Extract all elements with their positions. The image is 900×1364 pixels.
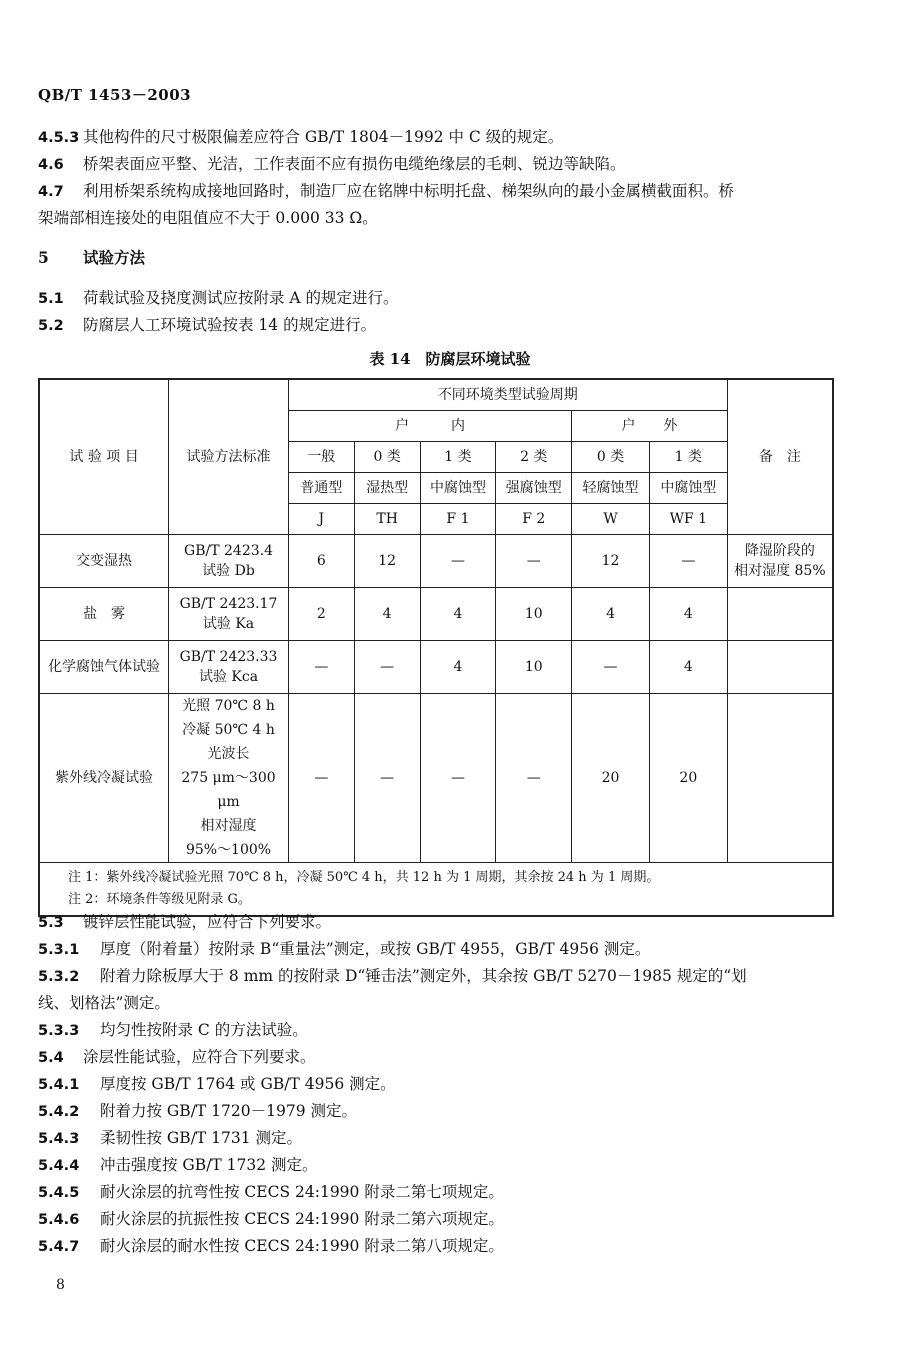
clause-5-3	[38, 909, 838, 937]
clause-5-4-5	[38, 1179, 838, 1207]
clause-text: 厚度（附着量）按附录 B“重量法”测定，或按 GB/T 4955，GB/T 4956 测定。	[100, 940, 651, 958]
clause-text: 荷载试验及挠度测试应按附录 A 的规定进行。	[83, 289, 399, 307]
row-value: 6	[288, 534, 354, 587]
clause-text: 柔韧性按 GB/T 1731 测定。	[100, 1129, 303, 1147]
clause-text: 耐火涂层的抗振性按 CECS 24:1990 附录二第六项规定。	[100, 1210, 504, 1228]
clause-number: 4.6	[38, 157, 64, 173]
row-value: 12	[354, 534, 420, 587]
code-cell: J	[288, 503, 354, 534]
row-item: 化学腐蚀气体试验	[39, 640, 169, 693]
clause-5-2	[38, 312, 838, 340]
clause-text: 架端部相连接处的电阻值应不大于 0.000 33 Ω。	[38, 209, 378, 227]
row-value: —	[420, 534, 496, 587]
section-5-title	[38, 246, 145, 268]
clause-5-4	[38, 1044, 838, 1072]
section-title-text: 试验方法	[83, 248, 146, 267]
clause-text: 线、划格法”测定。	[38, 994, 170, 1012]
row-value: —	[572, 640, 650, 693]
clause-text: 厚度按 GB/T 1764 或 GB/T 4956 测定。	[100, 1075, 396, 1093]
clause-text: 耐火涂层的抗弯性按 CECS 24:1990 附录二第七项规定。	[100, 1183, 504, 1201]
class-cell: 1 类	[649, 441, 727, 472]
row-value: —	[288, 693, 354, 862]
clause-4-7-cont	[38, 205, 838, 232]
clause-number: 5.4.2	[38, 1104, 80, 1120]
clause-text: 均匀性按附录 C 的方法试验。	[100, 1021, 308, 1039]
row-item: 盐 雾	[39, 587, 169, 640]
table-row	[39, 534, 833, 587]
col-header-item: 试 验 项 目	[39, 379, 169, 534]
clause-5-3-2-cont	[38, 990, 838, 1017]
clause-5-3-3	[38, 1017, 838, 1045]
clause-number: 5.4.1	[38, 1077, 80, 1093]
code-cell: F 1	[420, 503, 496, 534]
col-header-period: 不同环境类型试验周期	[288, 379, 727, 410]
clause-number: 5.3	[38, 915, 64, 931]
clause-5-4-4	[38, 1152, 838, 1180]
row-value: 4	[649, 640, 727, 693]
row-standard: 光照 70℃ 8 h 冷凝 50℃ 4 h 光波长 275 μm～300 μm 相对湿度 95%～100%	[169, 693, 289, 862]
code-cell: F 2	[496, 503, 572, 534]
row-value: —	[288, 640, 354, 693]
clause-number: 5.4.6	[38, 1212, 80, 1228]
row-value: 12	[572, 534, 650, 587]
clause-number: 5.2	[38, 318, 64, 334]
clause-number: 5.4.4	[38, 1158, 80, 1174]
clause-number: 5.4	[38, 1050, 64, 1066]
clause-number: 5.4.7	[38, 1239, 80, 1255]
col-header-remark: 备 注	[727, 379, 833, 534]
clause-text: 附着力除板厚大于 8 mm 的按附录 D“锤击法”测定外，其余按 GB/T 5270－1985 规定的“划	[100, 967, 747, 985]
clause-5-3-2	[38, 963, 838, 991]
row-value: 20	[649, 693, 727, 862]
row-value: 10	[496, 587, 572, 640]
clause-number: 5.1	[38, 291, 64, 307]
class-cell: 0 类	[572, 441, 650, 472]
table-row	[39, 640, 833, 693]
row-value: 4	[420, 640, 496, 693]
class-cell: 0 类	[354, 441, 420, 472]
type-cell: 中腐蚀型	[649, 472, 727, 503]
page-number: 8	[56, 1277, 65, 1293]
standard-code: QB/T 1453－2003	[38, 86, 192, 104]
row-value: —	[354, 693, 420, 862]
clause-5-3-1	[38, 936, 838, 964]
row-standard: GB/T 2423.33 试验 Kca	[169, 640, 289, 693]
table-row	[39, 693, 833, 862]
type-cell: 中腐蚀型	[420, 472, 496, 503]
header-indoor: 户 内	[288, 410, 571, 441]
row-value: 20	[572, 693, 650, 862]
class-cell: 一般	[288, 441, 354, 472]
row-value: —	[354, 640, 420, 693]
row-item: 紫外线冷凝试验	[39, 693, 169, 862]
row-value: 4	[420, 587, 496, 640]
row-item: 交变湿热	[39, 534, 169, 587]
code-cell: W	[572, 503, 650, 534]
row-value: 4	[649, 587, 727, 640]
clause-5-4-7	[38, 1233, 838, 1261]
clause-5-4-2	[38, 1098, 838, 1126]
clause-4-5-3	[38, 124, 838, 152]
code-cell: TH	[354, 503, 420, 534]
clause-text: 利用桥架系统构成接地回路时，制造厂应在铭牌中标明托盘、梯架纵向的最小金属横截面积。桥	[83, 182, 735, 200]
code-cell: WF 1	[649, 503, 727, 534]
row-value: —	[649, 534, 727, 587]
clause-text: 附着力按 GB/T 1720－1979 测定。	[100, 1102, 358, 1120]
table-note-1: 注 1：紫外线冷凝试验光照 70℃ 8 h，冷凝 50℃ 4 h，共 12 h 为 1 周期，其余按 24 h 为 1 周期。	[68, 869, 660, 885]
class-cell: 1 类	[420, 441, 496, 472]
clause-text: 其他构件的尺寸极限偏差应符合 GB/T 1804－1992 中 C 级的规定。	[83, 128, 564, 146]
row-standard: GB/T 2423.17 试验 Ka	[169, 587, 289, 640]
clause-number: 4.5.3	[38, 130, 80, 146]
clause-text: 镀锌层性能试验，应符合下列要求。	[83, 913, 332, 931]
row-value: 4	[572, 587, 650, 640]
clause-number: 5.3.2	[38, 969, 80, 985]
clause-5-4-6	[38, 1206, 838, 1234]
clause-number: 5.4.5	[38, 1185, 80, 1201]
row-value: —	[496, 693, 572, 862]
col-header-standard: 试验方法标准	[169, 379, 289, 534]
row-standard: GB/T 2423.4 试验 Db	[169, 534, 289, 587]
class-cell: 2 类	[496, 441, 572, 472]
header-outdoor: 户 外	[572, 410, 728, 441]
type-cell: 普通型	[288, 472, 354, 503]
table-title: 表 14 防腐层环境试验	[369, 350, 531, 368]
clause-number: 5.3.1	[38, 942, 80, 958]
row-value: —	[496, 534, 572, 587]
clause-text: 桥架表面应平整、光洁，工作表面不应有损伤电缆绝缘层的毛刺、锐边等缺陷。	[83, 155, 626, 173]
type-cell: 轻腐蚀型	[572, 472, 650, 503]
row-remark	[727, 640, 833, 693]
type-cell: 湿热型	[354, 472, 420, 503]
table-notes-row	[39, 862, 833, 916]
row-value: 2	[288, 587, 354, 640]
clause-4-6	[38, 151, 838, 179]
clause-number: 5.4.3	[38, 1131, 80, 1147]
clause-text: 防腐层人工环境试验按表 14 的规定进行。	[83, 316, 377, 334]
clause-number: 5.3.3	[38, 1023, 80, 1039]
clause-number: 4.7	[38, 184, 64, 200]
row-value: 10	[496, 640, 572, 693]
table-14	[38, 378, 834, 917]
clause-5-4-1	[38, 1071, 838, 1099]
row-value: —	[420, 693, 496, 862]
clause-text: 耐火涂层的耐水性按 CECS 24:1990 附录二第八项规定。	[100, 1237, 504, 1255]
type-cell: 强腐蚀型	[496, 472, 572, 503]
clause-4-7	[38, 178, 838, 206]
table-notes	[39, 862, 833, 916]
row-remark	[727, 693, 833, 862]
table-row	[39, 587, 833, 640]
clause-5-4-3	[38, 1125, 838, 1153]
section-number: 5	[38, 248, 49, 267]
row-remark: 降湿阶段的 相对湿度 85%	[727, 534, 833, 587]
clause-text: 涂层性能试验，应符合下列要求。	[83, 1048, 316, 1066]
row-remark	[727, 587, 833, 640]
clause-text: 冲击强度按 GB/T 1732 测定。	[100, 1156, 318, 1174]
row-value: 4	[354, 587, 420, 640]
table-note-2: 注 2：环境条件等级见附录 G。	[68, 891, 251, 907]
clause-5-1	[38, 285, 838, 313]
